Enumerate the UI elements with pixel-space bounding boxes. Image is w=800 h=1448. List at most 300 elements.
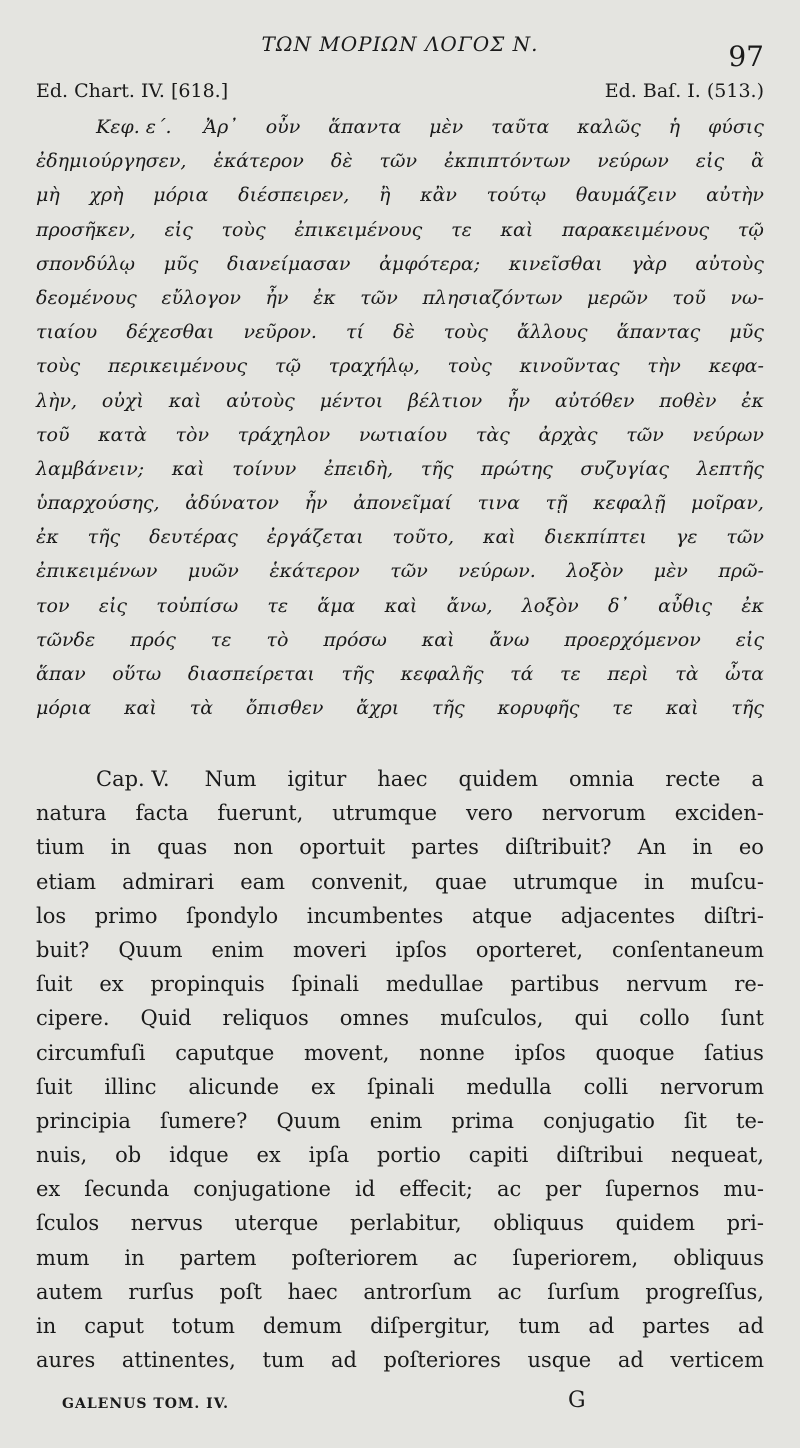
word: nervorum xyxy=(660,1074,764,1099)
word: rurſus xyxy=(128,1279,195,1304)
word: effecit; xyxy=(399,1177,473,1202)
word: partem xyxy=(179,1245,257,1270)
latin-line xyxy=(36,1036,764,1070)
word: μοῖραν, xyxy=(691,492,764,515)
word: buit? xyxy=(36,937,90,962)
word: τὸ xyxy=(266,628,289,651)
latin-chapter-label: Cap. V. xyxy=(96,767,170,791)
word: ipſos xyxy=(514,1040,566,1065)
word: τοῦ xyxy=(36,423,70,446)
word: δὲ xyxy=(330,150,353,173)
word: δὲ xyxy=(393,321,415,344)
word: ταῦτα xyxy=(491,116,550,138)
word: ποθὲν xyxy=(659,389,717,412)
word: ἑκάτερον xyxy=(213,150,304,173)
word: Quid xyxy=(140,1006,192,1031)
word: τὸν xyxy=(175,423,210,446)
word: quidem xyxy=(458,767,538,791)
word: ex xyxy=(36,1177,61,1202)
word: re- xyxy=(734,972,764,997)
word: ἅμα xyxy=(317,594,356,617)
word: τῇ xyxy=(545,492,568,515)
word: θαυμάζειν xyxy=(575,184,677,207)
word: δεομένους xyxy=(36,286,137,309)
word: ἀρχὰς xyxy=(538,423,598,446)
word: nervum xyxy=(626,972,708,997)
word: τῆς xyxy=(341,663,375,685)
word: καὶ xyxy=(421,628,455,651)
word: βέλτιον xyxy=(408,389,483,412)
word: non xyxy=(233,835,274,860)
word: λεπτῆς xyxy=(696,457,764,480)
word: τιαίου xyxy=(36,321,98,344)
word: primo xyxy=(94,903,158,928)
word: ſumere? xyxy=(159,1108,248,1133)
page-number: 97 xyxy=(728,40,764,73)
word: diſtribuit? xyxy=(505,835,612,860)
word: μὲν xyxy=(429,116,464,138)
word: ἀδύνατον xyxy=(185,492,279,515)
word: μυῶν xyxy=(187,560,239,583)
word: σπονδύλῳ xyxy=(36,252,135,275)
word: alicunde xyxy=(188,1074,280,1099)
word: in xyxy=(36,1314,57,1338)
word: ἅπαντα xyxy=(328,116,402,138)
word: τῶν xyxy=(379,150,418,173)
word: obliquus xyxy=(673,1245,764,1270)
word: τινα xyxy=(477,492,520,515)
word: ἐπικειμένους xyxy=(294,218,423,241)
word: τὴν xyxy=(647,355,681,378)
word: utrumque xyxy=(513,869,618,894)
word: τῷ xyxy=(737,218,764,241)
word: νεύρων xyxy=(597,150,669,173)
word: τῶν xyxy=(726,526,764,549)
word: Ἀρ᾽ xyxy=(203,116,238,138)
word: ἀμφότερα; xyxy=(379,252,481,275)
word: παρακειμένους xyxy=(562,218,710,241)
word: atque xyxy=(471,903,533,928)
greek-line xyxy=(36,110,764,144)
word: λαμβάνειν; xyxy=(36,457,145,480)
word: quoque xyxy=(595,1040,675,1065)
word: πλησιαζόντων xyxy=(422,286,563,309)
word: εὔλογον xyxy=(161,286,241,309)
word: ἃ xyxy=(751,150,764,173)
word: ἢ xyxy=(379,184,391,207)
word: τὰ xyxy=(189,697,214,720)
word: νεύρων xyxy=(692,423,764,446)
word: ex xyxy=(99,972,124,997)
latin-line xyxy=(36,1070,764,1104)
word: οὐχὶ xyxy=(101,389,144,412)
word: ἑκάτερον xyxy=(269,560,360,583)
word: τοίνυν xyxy=(232,457,297,480)
word: αὐτοὺς xyxy=(226,389,295,412)
latin-line xyxy=(36,1172,764,1206)
word: mum xyxy=(36,1245,90,1270)
word: ac xyxy=(496,1177,522,1202)
word: τῆς xyxy=(420,457,454,480)
word: movent, xyxy=(303,1040,390,1065)
word: τε xyxy=(560,663,581,685)
word: idque xyxy=(169,1143,229,1168)
word: οὕτω xyxy=(112,663,162,685)
word: eam xyxy=(240,869,286,894)
word: ſurſum xyxy=(547,1279,620,1304)
word: νεύρων. xyxy=(458,560,536,583)
word: ἡ xyxy=(668,116,681,138)
word: ſuit xyxy=(36,972,73,997)
word: antrorſum xyxy=(363,1279,472,1304)
greek-line xyxy=(36,178,764,212)
greek-line xyxy=(36,589,764,623)
footer-signature: GALENUS TOM. IV. xyxy=(62,1396,230,1412)
word: partes xyxy=(411,835,479,860)
word: ad xyxy=(737,1314,764,1338)
word: in xyxy=(110,835,131,860)
word: ἐργάζεται xyxy=(266,526,364,549)
word: propinquis xyxy=(150,972,265,997)
word: exciden- xyxy=(674,801,764,826)
greek-line xyxy=(36,384,764,418)
word: συζυγίας xyxy=(580,457,670,480)
word: μέντοι xyxy=(319,389,384,412)
greek-line xyxy=(36,144,764,178)
word: λοξὸν xyxy=(521,594,579,617)
word: moveri xyxy=(292,937,367,962)
latin-line xyxy=(36,1275,764,1309)
word: ſit xyxy=(683,1108,707,1133)
word: los xyxy=(36,903,67,928)
latin-line xyxy=(36,762,764,796)
word: αὐτόθεν xyxy=(554,389,635,412)
word: ἐπικειμένων xyxy=(36,560,158,583)
word: medullae xyxy=(385,972,484,997)
word: tum xyxy=(262,1348,305,1373)
greek-chapter-label: Κεφ. ε΄. xyxy=(96,116,172,138)
word: περὶ xyxy=(607,663,649,685)
word: τε xyxy=(451,218,472,241)
word: τε xyxy=(210,628,232,651)
word: portio xyxy=(376,1143,441,1168)
word: diſtribui xyxy=(556,1143,644,1168)
word: ſpondylo xyxy=(186,903,279,928)
edition-chart-reference: Ed. Chart. IV. [618.] xyxy=(36,80,229,102)
latin-line xyxy=(36,1138,764,1172)
word: caput xyxy=(84,1314,144,1338)
word: totum xyxy=(171,1314,235,1338)
word: vero xyxy=(465,801,513,826)
word: ſuit xyxy=(36,1074,73,1099)
word: id xyxy=(355,1177,376,1202)
greek-line xyxy=(36,623,764,657)
word: τοὺς xyxy=(443,321,488,344)
word: λοξὸν xyxy=(566,560,624,583)
word: uterque xyxy=(234,1211,319,1236)
word: recte xyxy=(665,767,721,791)
word: prima xyxy=(451,1108,515,1133)
word: igitur xyxy=(287,767,347,791)
word: καὶ xyxy=(124,697,157,720)
greek-line xyxy=(36,418,764,452)
word: colli xyxy=(583,1074,629,1099)
greek-line xyxy=(36,520,764,554)
word: aures xyxy=(36,1348,96,1373)
word: te- xyxy=(736,1108,764,1133)
word: tium xyxy=(36,835,85,860)
word: πρόσω xyxy=(323,628,387,651)
word: τοῦ xyxy=(672,286,706,309)
word: circumfuſi xyxy=(36,1040,146,1065)
word: fuerunt, xyxy=(217,801,304,826)
word: poſteriorem xyxy=(291,1245,419,1270)
word: ex xyxy=(310,1074,336,1099)
word: μῦς xyxy=(163,252,199,275)
word: κεφαλῆς xyxy=(400,663,484,685)
word: partibus xyxy=(510,972,600,997)
word: ad xyxy=(617,1348,644,1373)
word: medulla xyxy=(466,1074,552,1099)
latin-line xyxy=(36,830,764,864)
word: Quum xyxy=(276,1108,341,1133)
word: τράχηλον xyxy=(237,423,331,446)
word: μὴ xyxy=(36,184,60,207)
edition-basel-reference: Ed. Baſ. I. (513.) xyxy=(604,80,764,102)
word: καὶ xyxy=(483,526,516,549)
word: usque xyxy=(527,1348,592,1373)
word: τοὐπίσω xyxy=(156,594,239,617)
word: collo xyxy=(639,1006,690,1031)
word: Num xyxy=(204,767,257,791)
word: ob xyxy=(115,1143,142,1168)
word: enim xyxy=(211,937,265,962)
word: facta xyxy=(135,801,189,826)
word: ſpinali xyxy=(367,1074,435,1099)
word: ſatius xyxy=(704,1040,764,1065)
word: demum xyxy=(262,1314,343,1338)
latin-line xyxy=(36,865,764,899)
word: νω- xyxy=(730,286,764,309)
greek-line xyxy=(36,691,764,725)
word: ἄχρι xyxy=(356,697,400,720)
word: καλῶς xyxy=(577,116,641,138)
word: mu- xyxy=(723,1177,764,1202)
word: καὶ xyxy=(168,389,202,412)
word: ἐδημιούργησεν, xyxy=(36,150,187,173)
word: ἦν xyxy=(304,492,328,515)
word: quidem xyxy=(615,1211,696,1236)
word: ἐπειδὴ, xyxy=(323,457,394,480)
word: ἦν xyxy=(507,389,531,412)
word: μῦς xyxy=(729,321,764,344)
word: poſt xyxy=(219,1279,262,1304)
word: εἰς xyxy=(695,150,725,173)
word: quas xyxy=(157,835,208,860)
word: muſcu- xyxy=(690,869,764,894)
word: καὶ xyxy=(384,594,418,617)
word: εἰς xyxy=(98,594,128,617)
word: diſtri- xyxy=(703,903,764,928)
word: μόρια xyxy=(36,697,92,720)
latin-line xyxy=(36,1206,764,1240)
word: conſentaneum xyxy=(611,937,764,962)
word: reliquos xyxy=(222,1006,309,1031)
word: ad xyxy=(330,1348,357,1373)
word: τῶν xyxy=(626,423,664,446)
word: καὶ xyxy=(500,218,534,241)
word: γὰρ xyxy=(631,252,667,275)
word: perlabitur, xyxy=(349,1211,462,1236)
word: eo xyxy=(738,835,764,860)
word: oportuit xyxy=(299,835,386,860)
word: etiam xyxy=(36,869,97,894)
word: ſuperiorem, xyxy=(512,1245,639,1270)
word: capiti xyxy=(468,1143,529,1168)
word: τῶν xyxy=(390,560,428,583)
running-title: ΤΩΝ ΜΟΡΙΩΝ ΛΟΓΟΣ Ν. xyxy=(261,32,539,56)
word: τῶν xyxy=(360,286,398,309)
word: autem xyxy=(36,1279,103,1304)
word: An xyxy=(637,835,667,860)
word: haec xyxy=(377,767,428,791)
word: τῶνδε xyxy=(36,628,96,651)
word: principia xyxy=(36,1108,131,1133)
word: αὐτὴν xyxy=(706,184,764,207)
word: nonne xyxy=(419,1040,485,1065)
word: conjugatio xyxy=(543,1108,655,1133)
word: in xyxy=(124,1245,145,1270)
word: poſteriores xyxy=(383,1348,501,1373)
word: ex xyxy=(256,1143,281,1168)
word: διεκπίπτει xyxy=(544,526,647,549)
word: τούτῳ xyxy=(486,184,547,207)
word: εἰς xyxy=(164,218,193,241)
word: διασπείρεται xyxy=(187,663,315,685)
word: Quum xyxy=(118,937,183,962)
word: τοῦτο, xyxy=(392,526,455,549)
latin-line xyxy=(36,1104,764,1138)
word: omnes xyxy=(339,1006,410,1031)
greek-line xyxy=(36,554,764,588)
word: τοὺς xyxy=(36,355,81,378)
word: illinc xyxy=(104,1074,157,1099)
word: τῆς xyxy=(87,526,121,549)
word: τοὺς xyxy=(221,218,266,241)
word: ſunt xyxy=(720,1006,764,1031)
word: ἐκ xyxy=(36,526,59,549)
word: omnia xyxy=(568,767,635,791)
word: τε xyxy=(612,697,633,720)
word: cipere. xyxy=(36,1006,110,1031)
word: χρὴ xyxy=(89,184,124,207)
word: αὖθις xyxy=(658,594,713,617)
word: κεφαλῇ xyxy=(593,492,666,515)
word: ὄπισθεν xyxy=(245,697,324,720)
word: πρώτης xyxy=(481,457,553,480)
word: qui xyxy=(574,1006,609,1031)
word: αὐτοὺς xyxy=(695,252,764,275)
greek-text-block xyxy=(36,110,764,725)
word: ἐκπιπτόντων xyxy=(444,150,571,173)
word: ἄνω, xyxy=(446,594,493,617)
word: diſpergitur, xyxy=(370,1314,491,1338)
word: περικειμένους xyxy=(107,355,248,378)
word: partes xyxy=(642,1314,710,1338)
word: ipſos xyxy=(395,937,447,962)
word: ἅπαντας xyxy=(616,321,701,344)
word: obliquus xyxy=(493,1211,584,1236)
latin-line xyxy=(36,1001,764,1035)
word: incumbentes xyxy=(306,903,444,928)
word: oporteret, xyxy=(475,937,584,962)
word: καὶ xyxy=(665,697,699,720)
word: κινοῦντας xyxy=(519,355,620,378)
word: τὰς xyxy=(475,423,510,446)
word: caputque xyxy=(175,1040,275,1065)
word: πρῶ- xyxy=(718,560,764,583)
word: nervorum xyxy=(541,801,646,826)
greek-line xyxy=(36,247,764,281)
word: διέσπειρεν, xyxy=(238,184,350,207)
word: ſecunda xyxy=(84,1177,170,1202)
word: quae xyxy=(434,869,487,894)
word: nequeat, xyxy=(670,1143,764,1168)
word: τῷ xyxy=(274,355,301,378)
word: muſculos, xyxy=(440,1006,544,1031)
word: ad xyxy=(588,1314,615,1338)
word: ὑπαρχούσης, xyxy=(36,492,160,515)
greek-line xyxy=(36,349,764,383)
greek-line xyxy=(36,486,764,520)
word: in xyxy=(692,835,713,860)
word: ὦτα xyxy=(725,663,764,685)
word: nuis, xyxy=(36,1143,88,1168)
word: τοὺς xyxy=(447,355,492,378)
word: γε xyxy=(675,526,698,549)
word: nervus xyxy=(130,1211,203,1236)
word: κορυφῆς xyxy=(497,697,580,720)
word: νεῦρον. xyxy=(243,321,317,344)
word: λὴν, xyxy=(36,389,78,412)
word: ἐκ xyxy=(313,286,336,309)
greek-line xyxy=(36,281,764,315)
word: ἀπονεῖμαί xyxy=(353,492,452,515)
word: ἐκ xyxy=(741,594,764,617)
word: φύσις xyxy=(707,116,764,138)
greek-line xyxy=(36,213,764,247)
word: ac xyxy=(497,1279,522,1304)
word: πρός xyxy=(130,628,176,651)
word: δευτέρας xyxy=(149,526,238,549)
word: τῆς xyxy=(731,697,764,720)
word: pri- xyxy=(726,1211,764,1236)
word: κεφα- xyxy=(708,355,764,378)
word: κατὰ xyxy=(98,423,147,446)
footer-gathering-mark: G xyxy=(568,1388,586,1413)
word: utrumque xyxy=(332,801,438,826)
word: εἰς xyxy=(735,628,764,651)
word: attinentes, xyxy=(121,1348,236,1373)
word: νωτιαίου xyxy=(358,423,448,446)
word: ſupernos xyxy=(605,1177,700,1202)
word: ipſa xyxy=(308,1143,350,1168)
word: προσῆκεν, xyxy=(36,218,136,241)
word: ac xyxy=(453,1245,478,1270)
word: μόρια xyxy=(153,184,209,207)
latin-line xyxy=(36,1343,764,1377)
word: ſculos xyxy=(36,1211,100,1236)
